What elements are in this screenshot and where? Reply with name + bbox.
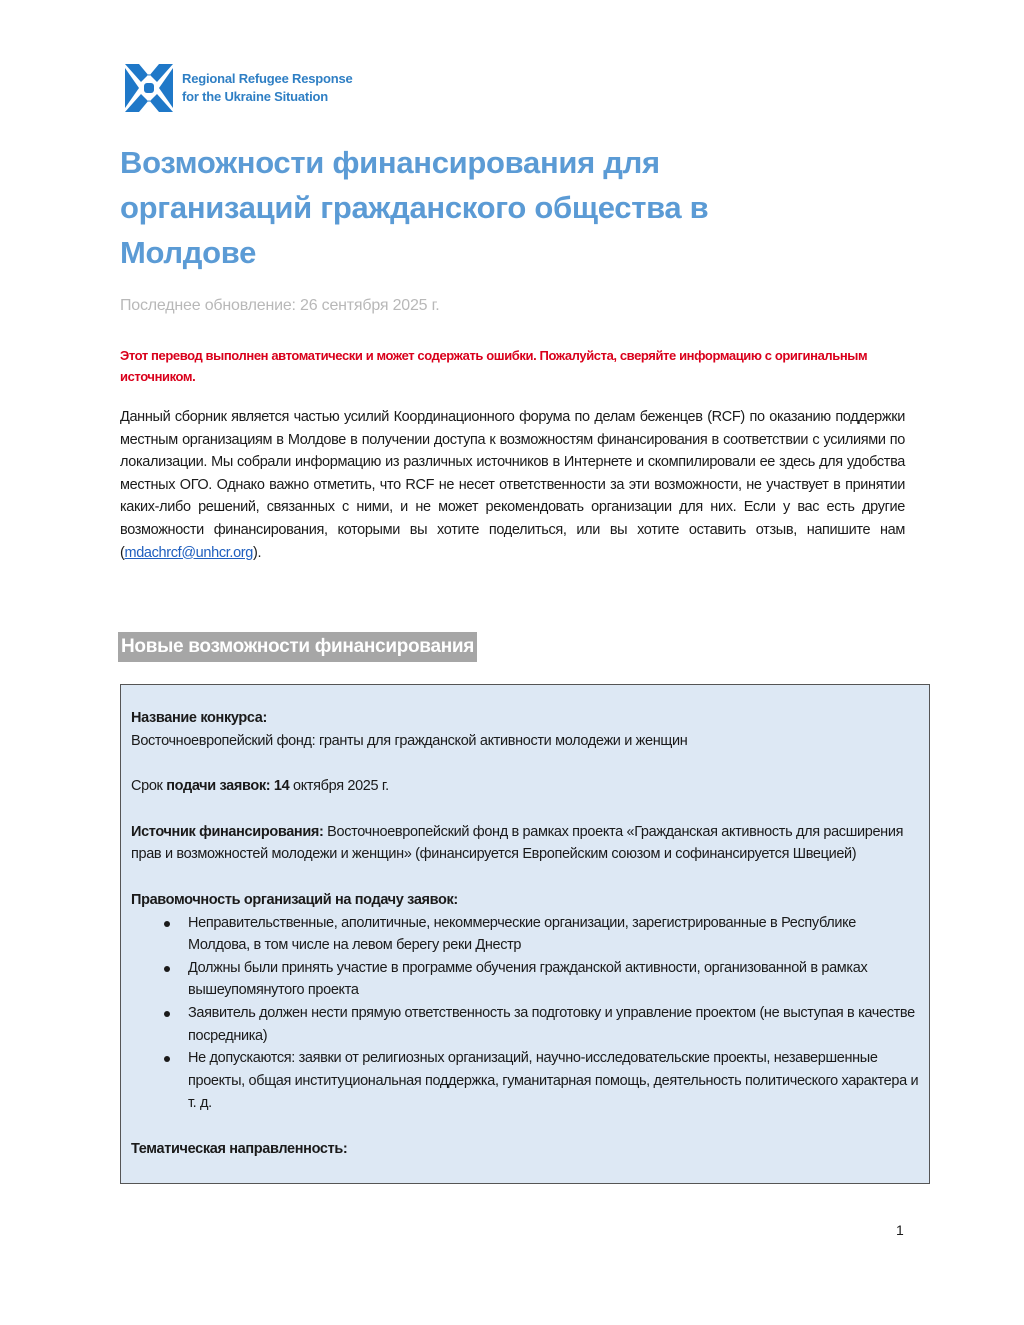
intro-text: Данный сборник является частью усилий Координационного форума по делам беженцев (RCF) по оказанию поддержки местным организациям в Молдове в получении доступа к возможностям финансирования в соответствии с усилиями по локализации. Мы собрали информацию из различных источников в Интернете и скомпилировали ее здесь для удобства местных ОГО. Однако важно отметить, что RCF не несет ответственности за эти возможности, не участвует в принятии каких-либо решений, связанных с ними, и не может рекомендовать организации для них. Если у вас есть другие возможности финансирования, которыми вы хотите поделиться, или вы хотите оставить отзыв, напишите нам (: [120, 409, 905, 561]
contact-email-link[interactable]: mdachrcf@unhcr.org: [124, 544, 253, 561]
call-funding-source: [131, 821, 919, 866]
call-eligibility: [131, 889, 919, 1115]
logo-line-1: Regional Refugee Response: [182, 71, 353, 86]
funding-source-value: Восточноевропейский фонд в рамках проекта «Гражданская активность для расширения прав и возможностей молодежи и женщин» (финансируется Европейским союзом и софинансируется Швецией): [131, 823, 904, 863]
funding-call-box: [120, 684, 930, 1184]
call-thematic-focus: [131, 1138, 919, 1161]
logo-wordmark: [182, 70, 353, 106]
eligibility-label: Правомочность организаций на подачу заявок:: [131, 891, 458, 908]
deadline-rest: октября 2025 г.: [289, 778, 389, 795]
deadline-label-part1: Срок: [131, 778, 167, 795]
section-heading-new-opportunities: Новые возможности финансирования: [118, 632, 477, 662]
deadline-day: 14: [270, 778, 290, 795]
logo-line-2: for the Ukraine Situation: [182, 89, 328, 104]
document-title: Возможности финансирования для организаций гражданского общества в Молдове: [120, 145, 709, 270]
deadline-label-part2: подачи заявок:: [166, 778, 271, 795]
intro-paragraph: [120, 406, 905, 564]
intro-end: ).: [253, 544, 262, 561]
thematic-focus-label: Тематическая направленность:: [131, 1140, 348, 1157]
funding-source-label: Источник финансирования:: [131, 823, 324, 840]
page-number: 1: [896, 1222, 904, 1238]
call-name-label: Название конкурса:: [131, 710, 267, 726]
call-name: [131, 707, 919, 752]
organization-logo: [121, 60, 353, 116]
call-name-value: Восточноевропейский фонд: гранты для гражданской активности молодежи и женщин: [131, 732, 688, 749]
rrr-cross-logo-icon: [121, 60, 177, 116]
eligibility-item: Заявитель должен нести прямую ответственность за подготовку и управление проектом (не выступая в качестве посредника): [188, 1002, 919, 1047]
eligibility-item: Неправительственные, аполитичные, некоммерческие организации, зарегистрированные в Республике Молдова, в том числе на левом берегу реки Днестр: [188, 912, 919, 957]
eligibility-item: Не допускаются: заявки от религиозных организаций, научно-исследовательские проекты, незавершенные проекты, общая институциональная поддержка, гуманитарная помощь, деятельность политического характера и т. д.: [188, 1047, 919, 1115]
call-deadline: [131, 775, 919, 798]
eligibility-item: Должны были принять участие в программе обучения гражданской активности, организованной в рамках вышеупомянутого проекта: [188, 957, 919, 1002]
last-updated-date: Последнее обновление: 26 сентября 2025 г.: [120, 297, 440, 314]
eligibility-list: [131, 912, 919, 1115]
translation-warning: Этот перевод выполнен автоматически и может содержать ошибки. Пожалуйста, сверяйте информацию с оригинальным источником.: [120, 348, 868, 384]
